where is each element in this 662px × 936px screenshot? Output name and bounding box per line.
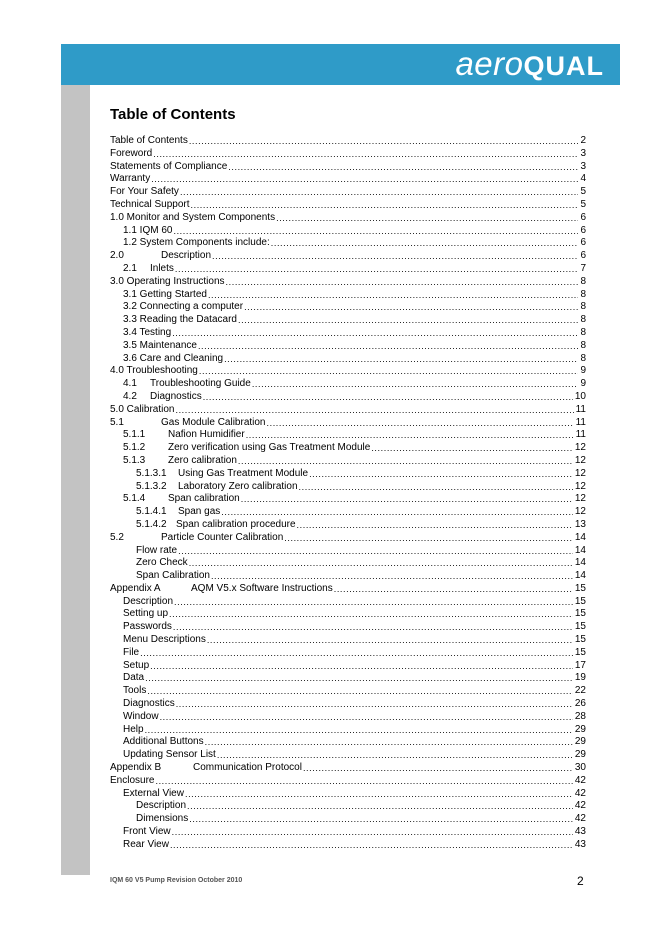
toc-entry[interactable] — [110, 621, 586, 634]
toc-entry-title: 3.5 Maintenance — [123, 339, 197, 351]
toc-leader-dots — [309, 468, 573, 481]
toc-leader-dots — [155, 775, 572, 788]
toc-entry-title: Front View — [123, 826, 171, 838]
toc-entry[interactable] — [110, 173, 586, 186]
toc-entry[interactable] — [110, 736, 586, 749]
toc-entry-page: 12 — [574, 442, 586, 454]
toc-entry-title: Description — [136, 800, 187, 812]
toc-entry-title: Table of Contents — [110, 135, 188, 146]
toc-entry[interactable] — [110, 570, 586, 583]
toc-entry-number: Appendix A — [110, 582, 161, 594]
toc-leader-dots — [169, 608, 573, 621]
toc-leader-dots — [160, 711, 573, 724]
toc-entry[interactable] — [110, 839, 586, 852]
toc-entry-page: 29 — [574, 736, 586, 748]
toc-entry-number: 5.1.3.2 — [136, 480, 167, 492]
toc-entry-page: 5 — [580, 186, 586, 198]
toc-leader-dots — [189, 135, 579, 148]
table-of-contents — [110, 135, 586, 852]
toc-entry-page: 8 — [580, 288, 586, 300]
toc-entry-title: Using Gas Treatment Module — [178, 467, 309, 479]
toc-leader-dots — [150, 660, 573, 673]
toc-entry-page: 8 — [580, 352, 586, 364]
toc-entry-title: Nafion Humidifier — [168, 429, 245, 441]
toc-entry-title: 1.0 Monitor and System Components — [110, 211, 276, 223]
toc-entry[interactable] — [110, 468, 586, 481]
toc-entry-page: 22 — [574, 685, 586, 697]
toc-entry-title: Menu Descriptions — [123, 634, 206, 646]
toc-leader-dots — [178, 545, 573, 558]
toc-entry-page: 6 — [580, 250, 586, 262]
toc-entry-title: 3.6 Care and Cleaning — [123, 352, 224, 364]
toc-entry-page: 7 — [580, 262, 586, 274]
side-bar — [61, 85, 90, 875]
toc-leader-dots — [191, 199, 579, 212]
toc-leader-dots — [221, 506, 573, 519]
toc-entry-title: Data — [123, 672, 145, 684]
toc-entry[interactable] — [110, 455, 586, 468]
toc-entry[interactable] — [110, 404, 586, 417]
toc-entry[interactable] — [110, 634, 586, 647]
toc-leader-dots — [140, 647, 573, 660]
toc-entry-number: 5.2 — [110, 531, 124, 543]
toc-entry-number: 5.1.1 — [123, 429, 146, 441]
toc-entry-title: For Your Safety — [110, 186, 179, 198]
toc-entry-page: 29 — [574, 723, 586, 735]
header-bar — [61, 44, 620, 85]
toc-leader-dots — [189, 557, 573, 570]
toc-leader-dots — [334, 583, 573, 596]
toc-entry-title: 1.2 System Components include: — [123, 237, 270, 249]
toc-entry-page: 15 — [574, 595, 586, 607]
aeroqual-logo: aeroQUAL — [455, 45, 604, 82]
toc-entry-page: 8 — [580, 301, 586, 313]
toc-entry-number: 5.1.4.2 — [136, 518, 167, 530]
toc-entry[interactable] — [110, 161, 586, 174]
toc-entry-number: 5.1.2 — [123, 442, 146, 454]
toc-entry-page: 10 — [574, 390, 586, 402]
toc-entry-title: Additional Buttons — [123, 736, 204, 748]
toc-entry-number: Appendix B — [110, 762, 162, 774]
toc-entry-title: 5.0 Calibration — [110, 403, 175, 415]
toc-entry-page: 5 — [580, 198, 586, 210]
toc-leader-dots — [217, 749, 573, 762]
toc-entry-page: 42 — [574, 774, 586, 786]
toc-entry[interactable] — [110, 519, 586, 532]
toc-entry-title: Technical Support — [110, 198, 190, 210]
toc-leader-dots — [299, 481, 573, 494]
toc-entry-page: 30 — [574, 762, 586, 774]
toc-entry-title: 3.4 Testing — [123, 326, 172, 338]
toc-entry[interactable] — [110, 724, 586, 737]
toc-entry-page: 12 — [574, 506, 586, 518]
toc-entry[interactable] — [110, 762, 586, 775]
toc-entry-title: File — [123, 646, 140, 658]
toc-entry[interactable] — [110, 660, 586, 673]
toc-entry-title: 3.3 Reading the Datacard — [123, 314, 237, 326]
toc-entry-page: 19 — [574, 672, 586, 684]
footer-doc-info: IQM 60 V5 Pump Revision October 2010 — [110, 877, 243, 884]
toc-entry-page: 6 — [580, 237, 586, 249]
toc-entry-title: Span Calibration — [136, 570, 210, 582]
toc-entry[interactable] — [110, 698, 586, 711]
toc-entry-title: AQM V5.x Software Instructions — [191, 582, 333, 594]
toc-entry-page: 11 — [575, 429, 586, 441]
toc-entry-title: Passwords — [123, 621, 172, 633]
toc-entry[interactable] — [110, 199, 586, 212]
toc-entry[interactable] — [110, 365, 586, 378]
toc-entry-page: 9 — [580, 365, 586, 377]
toc-leader-dots — [371, 442, 573, 455]
toc-entry-title: Span calibration procedure — [176, 518, 296, 530]
toc-entry[interactable] — [110, 775, 586, 788]
toc-entry-page: 26 — [574, 698, 586, 710]
toc-entry-page: 15 — [574, 646, 586, 658]
toc-entry-title: 3.2 Connecting a computer — [123, 301, 244, 313]
toc-entry[interactable] — [110, 314, 586, 327]
toc-entry-page: 12 — [574, 493, 586, 505]
toc-leader-dots — [303, 762, 573, 775]
toc-leader-dots — [224, 353, 578, 366]
toc-entry[interactable] — [110, 826, 586, 839]
toc-entry-page: 6 — [580, 224, 586, 236]
toc-entry-number: 5.1.4 — [123, 493, 146, 505]
toc-leader-dots — [244, 301, 578, 314]
footer-page-number: 2 — [577, 874, 584, 888]
toc-entry[interactable] — [110, 711, 586, 724]
toc-entry-page: 8 — [580, 275, 586, 287]
toc-entry-page: 9 — [580, 378, 586, 390]
toc-leader-dots — [173, 225, 578, 238]
toc-entry[interactable] — [110, 685, 586, 698]
toc-leader-dots — [173, 621, 573, 634]
toc-entry[interactable] — [110, 289, 586, 302]
toc-entry-page: 3 — [580, 160, 586, 172]
toc-leader-dots — [203, 391, 573, 404]
toc-entry-number: 5.1.3 — [123, 454, 146, 466]
toc-entry-page: 29 — [574, 749, 586, 761]
toc-entry-page: 42 — [574, 787, 586, 799]
toc-entry[interactable] — [110, 608, 586, 621]
page-title: Table of Contents — [110, 106, 236, 123]
toc-leader-dots — [153, 148, 578, 161]
toc-leader-dots — [151, 173, 578, 186]
toc-entry[interactable] — [110, 417, 586, 430]
toc-entry[interactable] — [110, 148, 586, 161]
toc-entry-title: 3.0 Operating Instructions — [110, 275, 225, 287]
toc-leader-dots — [175, 404, 573, 417]
toc-entry[interactable] — [110, 813, 586, 826]
toc-entry-page: 43 — [574, 838, 586, 850]
toc-entry-page: 6 — [580, 211, 586, 223]
toc-entry-title: Inlets — [150, 262, 174, 274]
toc-entry-page: 14 — [574, 531, 586, 543]
toc-entry-number: 5.1.3.1 — [136, 467, 167, 479]
toc-entry[interactable] — [110, 672, 586, 685]
toc-entry-page: 28 — [574, 710, 586, 722]
toc-entry-title: Description — [161, 250, 212, 262]
toc-entry-page: 4 — [580, 173, 586, 185]
toc-entry-title: Troubleshooting Guide — [150, 378, 251, 390]
toc-entry[interactable] — [110, 212, 586, 225]
toc-entry-page: 15 — [574, 621, 586, 633]
toc-leader-dots — [187, 800, 573, 813]
toc-entry-title: Updating Sensor List — [123, 749, 216, 761]
toc-leader-dots — [207, 634, 573, 647]
toc-entry-number: 5.1 — [110, 416, 124, 428]
toc-leader-dots — [185, 788, 573, 801]
toc-entry[interactable] — [110, 340, 586, 353]
toc-entry-title: Diagnostics — [150, 390, 202, 402]
toc-leader-dots — [208, 289, 578, 302]
toc-entry[interactable] — [110, 493, 586, 506]
toc-entry-page: 43 — [574, 826, 586, 838]
toc-leader-dots — [176, 698, 573, 711]
toc-entry-page: 15 — [574, 608, 586, 620]
toc-entry[interactable] — [110, 237, 586, 250]
toc-leader-dots — [147, 685, 573, 698]
toc-entry-page: 8 — [580, 326, 586, 338]
toc-leader-dots — [284, 532, 573, 545]
toc-entry-number: 2.0 — [110, 250, 124, 262]
toc-entry-page: 42 — [574, 813, 586, 825]
toc-entry-page: 15 — [574, 582, 586, 594]
toc-entry-page: 17 — [574, 659, 586, 671]
toc-leader-dots — [198, 340, 578, 353]
toc-entry-title: Help — [123, 723, 144, 735]
toc-entry-title: Gas Module Calibration — [161, 416, 266, 428]
toc-entry-page: 14 — [574, 544, 586, 556]
toc-entry-title: Zero Check — [136, 557, 188, 569]
toc-leader-dots — [241, 493, 573, 506]
toc-entry-title: Statements of Compliance — [110, 160, 228, 172]
toc-entry[interactable] — [110, 327, 586, 340]
toc-entry-title: Zero verification using Gas Treatment Module — [168, 442, 371, 454]
toc-leader-dots — [246, 429, 574, 442]
toc-leader-dots — [174, 596, 573, 609]
toc-entry-page: 14 — [574, 557, 586, 569]
toc-entry[interactable] — [110, 596, 586, 609]
toc-leader-dots — [238, 314, 578, 327]
toc-entry-number: 2.1 — [123, 262, 137, 274]
toc-leader-dots — [271, 237, 579, 250]
toc-entry[interactable] — [110, 506, 586, 519]
toc-entry-title: Zero calibration — [168, 454, 237, 466]
toc-leader-dots — [297, 519, 573, 532]
toc-leader-dots — [238, 455, 573, 468]
toc-entry-title: Enclosure — [110, 774, 155, 786]
toc-entry[interactable] — [110, 800, 586, 813]
toc-entry[interactable] — [110, 749, 586, 762]
toc-entry-title: Warranty — [110, 173, 151, 185]
toc-entry[interactable] — [110, 263, 586, 276]
toc-entry[interactable] — [110, 353, 586, 366]
toc-leader-dots — [175, 263, 579, 276]
toc-leader-dots — [211, 570, 573, 583]
toc-leader-dots — [205, 736, 573, 749]
toc-entry-number: 4.1 — [123, 378, 137, 390]
toc-leader-dots — [145, 724, 573, 737]
toc-entry-title: Flow rate — [136, 544, 178, 556]
toc-leader-dots — [228, 161, 578, 174]
toc-entry-page: 8 — [580, 339, 586, 351]
toc-leader-dots — [252, 378, 579, 391]
toc-entry[interactable] — [110, 583, 586, 596]
toc-leader-dots — [199, 365, 579, 378]
toc-entry-page: 12 — [574, 454, 586, 466]
toc-entry-title: Particle Counter Calibration — [161, 531, 284, 543]
toc-entry-number: 5.1.4.1 — [136, 506, 167, 518]
toc-leader-dots — [180, 186, 579, 199]
toc-leader-dots — [226, 276, 579, 289]
toc-entry-number: 4.2 — [123, 390, 137, 402]
toc-entry[interactable] — [110, 301, 586, 314]
toc-entry-page: 42 — [574, 800, 586, 812]
toc-leader-dots — [276, 212, 578, 225]
toc-entry-title: Communication Protocol — [193, 762, 302, 774]
toc-leader-dots — [267, 417, 574, 430]
toc-entry[interactable] — [110, 557, 586, 570]
toc-entry-title: Span calibration — [168, 493, 240, 505]
toc-entry-title: Window — [123, 710, 159, 722]
toc-entry[interactable] — [110, 391, 586, 404]
toc-entry[interactable] — [110, 135, 586, 148]
toc-entry-title: Description — [123, 595, 174, 607]
toc-entry-title: Tools — [123, 685, 147, 697]
toc-entry[interactable] — [110, 442, 586, 455]
toc-leader-dots — [172, 327, 578, 340]
toc-entry[interactable] — [110, 276, 586, 289]
toc-entry[interactable] — [110, 429, 586, 442]
toc-entry-title: Dimensions — [136, 813, 189, 825]
toc-leader-dots — [145, 672, 573, 685]
toc-entry-title: Laboratory Zero calibration — [178, 480, 298, 492]
toc-entry[interactable] — [110, 532, 586, 545]
toc-entry-title: Diagnostics — [123, 698, 175, 710]
toc-entry-title: Span gas — [178, 506, 221, 518]
toc-entry-page: 11 — [575, 403, 586, 415]
toc-entry-page: 12 — [574, 467, 586, 479]
toc-entry[interactable] — [110, 186, 586, 199]
toc-entry-title: Rear View — [123, 838, 169, 850]
toc-leader-dots — [189, 813, 573, 826]
toc-entry[interactable] — [110, 647, 586, 660]
toc-entry[interactable] — [110, 545, 586, 558]
toc-entry[interactable] — [110, 481, 586, 494]
toc-entry[interactable] — [110, 378, 586, 391]
toc-entry[interactable] — [110, 250, 586, 263]
toc-entry-page: 11 — [575, 416, 586, 428]
toc-entry-page: 3 — [580, 147, 586, 159]
toc-entry[interactable] — [110, 225, 586, 238]
toc-leader-dots — [172, 826, 573, 839]
toc-leader-dots — [170, 839, 573, 852]
toc-entry[interactable] — [110, 788, 586, 801]
toc-entry-title: External View — [123, 787, 184, 799]
toc-entry-page: 8 — [580, 314, 586, 326]
toc-entry-title: 3.1 Getting Started — [123, 288, 207, 300]
toc-entry-page: 15 — [574, 634, 586, 646]
toc-entry-title: Setting up — [123, 608, 169, 620]
toc-entry-title: Foreword — [110, 147, 153, 159]
toc-entry-title: 1.1 IQM 60 — [123, 224, 173, 236]
toc-leader-dots — [212, 250, 578, 263]
toc-entry-page: 13 — [574, 518, 586, 530]
toc-entry-page: 2 — [580, 135, 586, 146]
toc-entry-title: 4.0 Troubleshooting — [110, 365, 198, 377]
toc-entry-page: 14 — [574, 570, 586, 582]
toc-entry-page: 12 — [574, 480, 586, 492]
toc-entry-title: Setup — [123, 659, 150, 671]
